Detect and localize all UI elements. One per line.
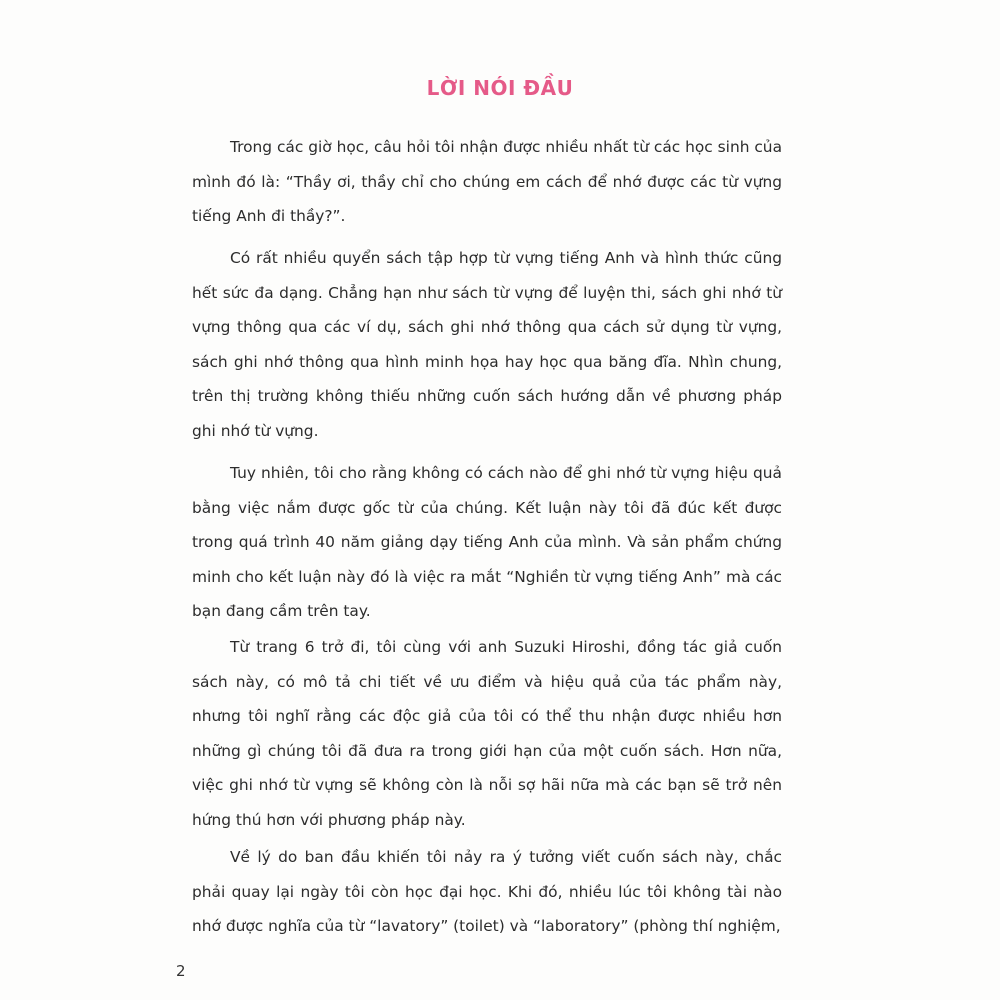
paragraph-3: Tuy nhiên, tôi cho rằng không có cách nào để ghi nhớ từ vựng hiệu quả bằng việc nắm được gốc từ của chúng. Kết luận này tôi đã đúc kết được trong quá trình 40 năm giảng dạy tiếng Anh của mình. Và sản phẩm chứng minh cho kết luận này đó là việc ra mắt “Nghiền từ vựng tiếng Anh” mà các bạn đang cầm trên tay.: [192, 464, 782, 620]
paragraph-2: Có rất nhiều quyển sách tập hợp từ vựng tiếng Anh và hình thức cũng hết sức đa dạng. Chẳng hạn như sách từ vựng để luyện thi, sách ghi nhớ từ vựng thông qua các ví dụ, sách ghi nhớ thông qua cách sử dụng từ vựng, sách ghi nhớ thông qua hình minh họa hay học qua băng đĩa. Nhìn chung, trên thị trường không thiếu những cuốn sách hướng dẫn về phương pháp ghi nhớ từ vựng.: [192, 249, 782, 440]
paragraph-5: Về lý do ban đầu khiến tôi nảy ra ý tưởng viết cuốn sách này, chắc phải quay lại ngày tôi còn học đại học. Khi đó, nhiều lúc tôi không tài nào nhớ được nghĩa của từ “lavatory” (toilet) và “laboratory” (phòng thí nghiệm,: [192, 848, 782, 935]
paragraph-4: Từ trang 6 trở đi, tôi cùng với anh Suzuki Hiroshi, đồng tác giả cuốn sách này, có mô tả chi tiết về ưu điểm và hiệu quả của tác phẩm này, nhưng tôi nghĩ rằng các độc giả của tôi có thể thu nhận được nhiều hơn những gì chúng tôi đã đưa ra trong giới hạn của một cuốn sách. Hơn nữa, việc ghi nhớ từ vựng sẽ không còn là nỗi sợ hãi nữa mà các bạn sẽ trở nên hứng thú hơn với phương pháp này.: [192, 638, 782, 829]
paragraph-1: Trong các giờ học, câu hỏi tôi nhận được nhiều nhất từ các học sinh của mình đó là: “Thầy ơi, thầy chỉ cho chúng em cách để nhớ được các từ vựng tiếng Anh đi thầy?”.: [192, 138, 782, 225]
page-number: 2: [176, 962, 186, 980]
page-title: LỜI NÓI ĐẦU: [426, 76, 574, 100]
